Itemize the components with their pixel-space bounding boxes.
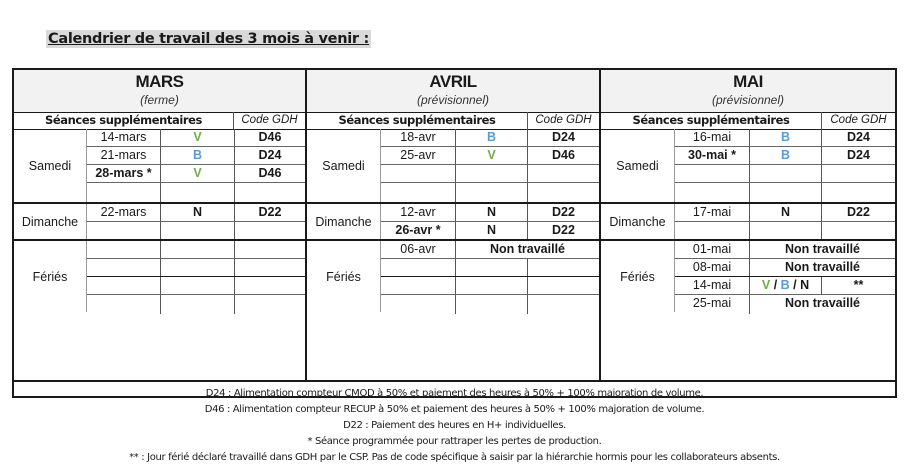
code-cell: D24 (821, 147, 895, 164)
month-name: MAI (733, 72, 763, 91)
team-cell (749, 277, 821, 294)
code-cell (527, 295, 599, 314)
date-cell: 01-mai (692, 242, 732, 256)
legend-d46: D46 : Alimentation compteur RECUP à 50% et paiement des heures à 50% + 100% majoration de volume. (204, 404, 705, 415)
code-cell (234, 277, 305, 294)
separator: / (770, 278, 781, 292)
column-headers (14, 112, 305, 130)
code-gdh-header: Code GDH (233, 112, 305, 129)
seances-header: Séances supplémentaires (632, 113, 790, 127)
code-cell: D46 (234, 129, 305, 146)
group-dimanche (14, 202, 305, 239)
code-cell (821, 183, 895, 202)
group-label: Dimanche (601, 204, 675, 239)
team-cell: N (749, 204, 821, 221)
code-cell: D22 (234, 204, 305, 221)
group-feries (307, 239, 599, 312)
code-cell (527, 277, 599, 294)
table-row (87, 165, 305, 183)
code-cell: D22 (527, 222, 599, 239)
legend (14, 380, 895, 463)
team-cell: B (749, 129, 821, 146)
code-cell (527, 183, 599, 202)
date-cell: 21-mars (100, 148, 147, 162)
table-row (87, 259, 305, 277)
team-cell (160, 183, 234, 202)
date-cell: 26-avr * (395, 223, 441, 237)
month-mai (599, 70, 895, 380)
date-cell: 14-mars (100, 130, 147, 144)
status-cell: Non travaillé (455, 241, 599, 258)
team-cell: N (455, 204, 527, 221)
group-label: Samedi (14, 129, 87, 202)
month-avril (305, 70, 599, 380)
table-row (381, 222, 599, 239)
table-row (675, 241, 895, 259)
group-label: Samedi (307, 129, 381, 202)
group-dimanche (307, 202, 599, 239)
team-cell: B (749, 147, 821, 164)
code-cell: D22 (527, 204, 599, 221)
status-cell: Non travaillé (749, 241, 895, 258)
date-cell (87, 241, 160, 258)
date-cell: 28-mars * (95, 166, 152, 180)
date-cell: 14-mai (692, 278, 732, 292)
column-headers (601, 112, 895, 130)
table-row (87, 147, 305, 165)
legend-d24: D24 : Alimentation compteur CMOD à 50% et paiement des heures à 50% + 100% majoration de volume. (205, 388, 704, 399)
status-cell: Non travaillé (749, 259, 895, 276)
date-cell: 25-avr (400, 148, 436, 162)
seances-header: Séances supplémentaires (338, 113, 496, 127)
table-row (381, 147, 599, 165)
table-row (675, 222, 895, 239)
code-gdh-header: Code GDH (821, 112, 895, 129)
legend-double-asterisk: ** : Jour férié déclaré travaillé dans GDH par le CSP. Pas de code spécifique à saisir par la hiérarchie hormis pour les collaborateurs absents. (129, 452, 780, 463)
seances-header: Séances supplémentaires (44, 113, 203, 127)
table-row (675, 129, 895, 147)
team-cell: V (160, 165, 234, 182)
legend-asterisk: * Séance programmée pour rattraper les pertes de production. (307, 436, 602, 447)
table-row (87, 129, 305, 147)
table-row (381, 259, 599, 277)
table-row (381, 277, 599, 295)
code-cell (234, 241, 305, 258)
month-status: (ferme) (140, 93, 179, 107)
date-cell: 12-avr (400, 205, 436, 219)
code-cell (234, 222, 305, 239)
team-cell: B (160, 147, 234, 164)
group-label: Fériés (14, 241, 87, 312)
code-cell (527, 165, 599, 182)
group-dimanche (601, 202, 895, 239)
group-feries (601, 239, 895, 312)
table-row (675, 183, 895, 202)
month-status: (prévisionnel) (416, 93, 490, 107)
table-row (675, 277, 895, 295)
date-cell: 08-mai (692, 260, 732, 274)
code-cell (234, 295, 305, 314)
date-cell (87, 259, 160, 276)
table-row (675, 147, 895, 165)
team-cell (455, 259, 527, 276)
work-calendar-table (12, 68, 897, 463)
team-cell: V (455, 147, 527, 164)
column-headers (307, 112, 599, 130)
date-cell (87, 222, 160, 239)
team-cell: N (160, 204, 234, 221)
date-cell (381, 277, 455, 294)
status-cell: Non travaillé (749, 295, 895, 314)
team-cell (160, 222, 234, 239)
table-row (675, 204, 895, 222)
code-cell: D46 (527, 147, 599, 164)
group-feries (14, 239, 305, 312)
team-cell (749, 165, 821, 182)
month-header (601, 70, 895, 113)
month-header (14, 70, 305, 113)
group-label: Fériés (307, 241, 381, 312)
date-cell (381, 259, 455, 276)
table-row (87, 222, 305, 239)
date-cell (87, 183, 160, 202)
date-cell: 22-mars (100, 205, 147, 219)
table-row (675, 295, 895, 314)
page-title: Calendrier de travail des 3 mois à venir : (48, 31, 369, 47)
team-cell (160, 241, 234, 258)
month-status: (prévisionnel) (711, 93, 785, 107)
code-cell: D24 (821, 129, 895, 146)
code-cell: D24 (234, 147, 305, 164)
table-row (381, 165, 599, 183)
date-cell (675, 183, 749, 202)
code-cell (234, 183, 305, 202)
team-cell: B (455, 129, 527, 146)
date-cell (381, 165, 455, 182)
group-label: Fériés (601, 241, 675, 312)
date-cell (87, 277, 160, 294)
table-row (381, 183, 599, 202)
group-samedi (307, 129, 599, 202)
date-cell: 25-mai (692, 296, 732, 310)
table-row (87, 277, 305, 295)
legend-d22: D22 : Paiement des heures en H+ individuelles. (343, 420, 566, 431)
month-header (307, 70, 599, 113)
table-row (87, 241, 305, 259)
team-cell: V (160, 129, 234, 146)
date-cell (675, 165, 749, 182)
month-name: AVRIL (429, 72, 477, 91)
code-gdh-header: Code GDH (527, 112, 599, 129)
team-cell (160, 295, 234, 314)
code-cell: D24 (527, 129, 599, 146)
team-v: V (761, 278, 771, 292)
team-cell (160, 259, 234, 276)
code-cell (821, 222, 895, 239)
table-row (87, 204, 305, 222)
table-row (87, 183, 305, 202)
table-row (381, 129, 599, 147)
table-row (87, 295, 305, 314)
month-mars (14, 70, 305, 380)
team-n: / N (789, 278, 810, 292)
date-cell: 18-avr (400, 130, 436, 144)
code-cell (821, 165, 895, 182)
code-cell (527, 259, 599, 276)
team-cell (455, 165, 527, 182)
code-cell: D46 (234, 165, 305, 182)
group-samedi (601, 129, 895, 202)
table-row (675, 165, 895, 183)
date-cell: 17-mai (692, 205, 732, 219)
table-row (381, 295, 599, 314)
team-b: B (780, 278, 790, 292)
code-cell (234, 259, 305, 276)
date-cell (675, 222, 749, 239)
code-cell: D22 (821, 204, 895, 221)
table-row (675, 259, 895, 277)
date-cell: 16-mai (692, 130, 732, 144)
date-cell (87, 295, 160, 314)
group-label: Dimanche (14, 204, 87, 239)
month-name: MARS (135, 72, 184, 91)
group-label: Dimanche (307, 204, 381, 239)
group-label: Samedi (601, 129, 675, 202)
team-cell: N (455, 222, 527, 239)
table-row (381, 204, 599, 222)
team-cell (749, 222, 821, 239)
team-cell (160, 277, 234, 294)
table-row (381, 241, 599, 259)
date-cell: 30-mai * (688, 148, 736, 162)
team-cell (455, 295, 527, 314)
team-cell (455, 277, 527, 294)
date-cell (381, 295, 455, 314)
team-cell (455, 183, 527, 202)
team-cell (749, 183, 821, 202)
group-samedi (14, 129, 305, 202)
code-cell: ** (821, 277, 895, 294)
date-cell (381, 183, 455, 202)
date-cell: 06-avr (400, 242, 436, 256)
